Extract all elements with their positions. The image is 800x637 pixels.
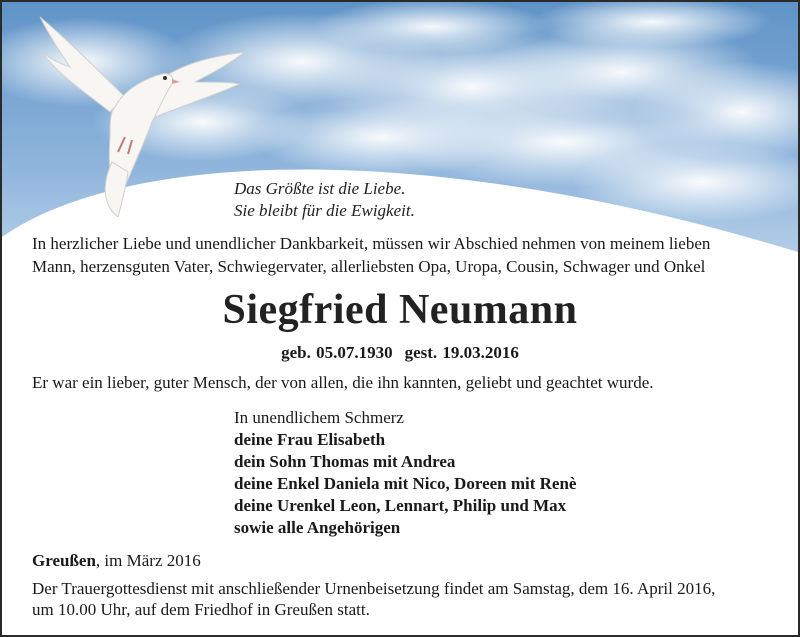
intro-line-2: Mann, herzensguten Vater, Schwiegervater, allerliebsten Opa, Uropa, Cousin, Schwager und Onkel: [32, 257, 706, 276]
service-line-1: Der Trauergottesdienst mit anschließender Urnenbeisetzung findet am Samstag, dem 16. April 2016,: [32, 579, 716, 598]
place-date: , im März 2016: [95, 551, 201, 570]
mourners-lead: In unendlichem Schmerz: [234, 408, 404, 427]
mourner-line: deine Frau Elisabeth: [234, 430, 386, 449]
intro-text: [32, 232, 782, 278]
place-and-date: [32, 551, 201, 571]
life-dates: [2, 343, 798, 363]
quote: [234, 178, 415, 222]
funeral-service-notice: [32, 578, 792, 620]
birth-date: geb. 05.07.1930: [281, 343, 393, 362]
mourner-line: deine Enkel Daniela mit Nico, Doreen mit Renè: [234, 474, 577, 493]
quote-line-1: Das Größte ist die Liebe.: [234, 179, 406, 198]
mourners-list: [234, 407, 576, 539]
obituary-content: [2, 2, 798, 635]
service-line-2: um 10.00 Uhr, auf dem Friedhof in Greußen statt.: [32, 600, 370, 619]
mourner-line: deine Urenkel Leon, Lennart, Philip und Max: [234, 496, 567, 515]
tribute-text: Er war ein lieber, guter Mensch, der von allen, die ihn kannten, geliebt und geachtet wurde.: [32, 373, 654, 392]
mourner-line: sowie alle Angehörigen: [234, 518, 401, 537]
mourner-line: dein Sohn Thomas mit Andrea: [234, 452, 456, 471]
place-town: Greußen: [32, 551, 96, 570]
intro-line-1: In herzlicher Liebe und unendlicher Dankbarkeit, müssen wir Abschied nehmen von meinem lieben: [32, 234, 711, 253]
quote-line-2: Sie bleibt für die Ewigkeit.: [234, 201, 415, 220]
deceased-name: Siegfried Neumann: [222, 287, 578, 333]
death-date: gest. 19.03.2016: [404, 343, 519, 362]
